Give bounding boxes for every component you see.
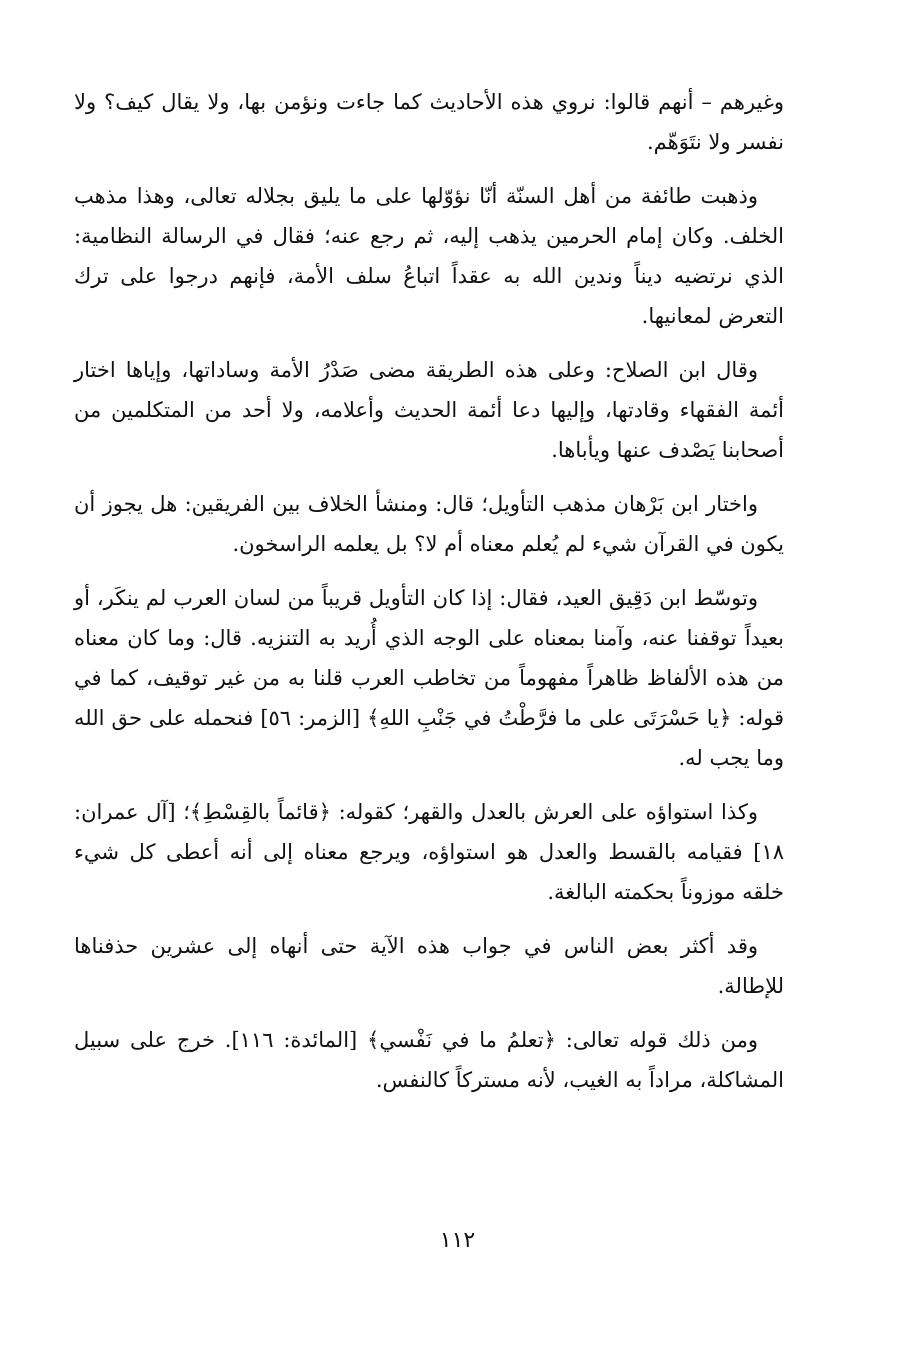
paragraph-7: وقد أكثر بعض الناس في جواب هذه الآية حتى أنهاه إلى عشرين حذفناها للإطالة. — [74, 934, 784, 998]
paragraph-1: وغيرهم – أنهم قالوا: نروي هذه الأحاديث كما جاءت ونؤمن بها، ولا يقال كيف؟ ولا نفسر ولا نتَوَهّم. — [74, 90, 784, 154]
paragraph-3: وقال ابن الصلاح: وعلى هذه الطريقة مضى صَدْرُ الأمة وساداتها، وإياها اختار أئمة الفقهاء وقادتها، وإليها دعا أئمة الحديث وأعلامه، ولا أحد من المتكلمين من أصحابنا يَصْدف عنها ويأباها. — [74, 358, 784, 462]
paragraph-5: وتوسّط ابن دَقِيق العيد، فقال: إذا كان التأويل قريباً من لسان العرب لم ينكَر، أو بعيداً توقفنا عنه، وآمنا بمعناه على الوجه الذي أُريد به التنزيه. قال: وما كان معناه من هذه الألفاظ ظاهراً مفهوماً من تخاطب العرب قلنا به من غير توقيف، كما في قوله: ﴿يا حَسْرَتَى على ما فرَّطْتُ في جَنْبِ اللهِ﴾ [الزمر: ٥٦] فنحمله على حق الله وما يجب له. — [74, 586, 784, 770]
paragraph-2: وذهبت طائفة من أهل السنّة أنّا نؤوّلها على ما يليق بجلاله تعالى، وهذا مذهب الخلف. وكان إمام الحرمين يذهب إليه، ثم رجع عنه؛ فقال في الرسالة النظامية: الذي نرتضيه ديناً وندين الله به عقداً اتباعُ سلف الأمة، فإنهم درجوا على ترك التعرض لمعانيها. — [74, 184, 784, 328]
paragraph-8: ومن ذلك قوله تعالى: ﴿تعلمُ ما في نَفْسي﴾ [المائدة: ١١٦]. خرج على سبيل المشاكلة، مراداً به الغيب، لأنه مستركاً كالنفس. — [74, 1028, 784, 1092]
paragraph-6: وكذا استواؤه على العرش بالعدل والقهر؛ كقوله: ﴿قائماً بالقِسْطِ﴾؛ [آل عمران: ١٨] فقيامه بالقسط والعدل هو استواؤه، ويرجع معناه إلى أنه أعطى كل شيء خلقه موزوناً بحكمته البالغة. — [74, 800, 784, 904]
page-body — [74, 82, 784, 1114]
page-number: ١١٢ — [439, 1228, 476, 1253]
paragraph-4: واختار ابن بَرْهان مذهب التأويل؛ قال: ومنشأ الخلاف بين الفريقين: هل يجوز أن يكون في القرآن شيء لم يُعلم معناه أم لا؟ بل يعلمه الراسخون. — [74, 492, 784, 556]
